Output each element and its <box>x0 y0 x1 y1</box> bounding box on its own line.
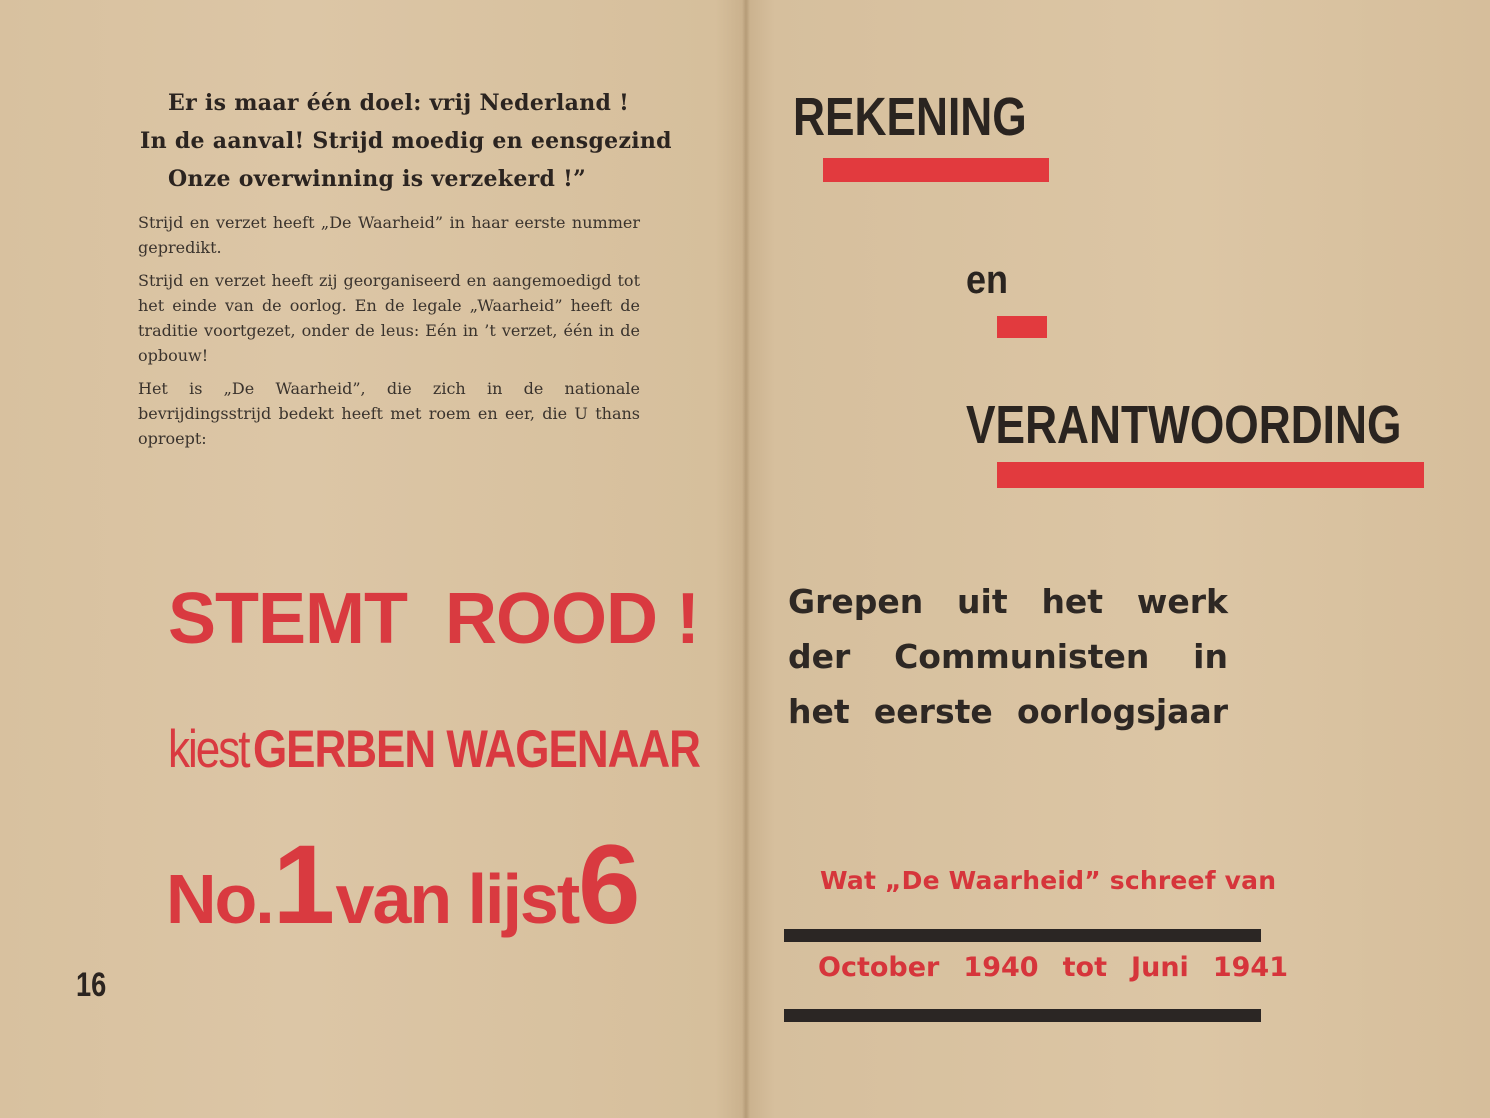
red-bar-2 <box>997 316 1047 338</box>
subtitle-line-1 <box>788 574 1228 629</box>
period-line <box>818 952 1288 983</box>
source-line: Wat „De Waarheid” schreef van <box>820 866 1277 895</box>
paragraph-2: Strijd en verzet heeft zij georganiseerd en aangemoedigd tot het einde van de oorlog. En de legale „Waarheid” heeft de traditie voortgezet, onder de leus: Eén in ’t verzet, één in de opbouw! <box>138 271 640 365</box>
subtitle-word: in <box>1193 637 1228 676</box>
paragraph-3: Het is „De Waarheid”, die zich in de nationale bevrijdingsstrijd bedekt heeft met roem en eer, die U thans oproept: <box>138 379 640 448</box>
van-lijst-label: van lijst <box>335 860 579 938</box>
candidate-line <box>168 720 700 780</box>
subtitle-word: uit <box>957 582 1008 621</box>
period-word: tot <box>1062 952 1107 983</box>
candidate-name: GERBEN WAGENAAR <box>252 720 700 779</box>
subtitle-line-3 <box>788 684 1228 739</box>
subtitle-word: het <box>1041 582 1104 621</box>
title-rekening: REKENING <box>793 87 1027 147</box>
period-word: 1941 <box>1212 952 1288 983</box>
list-number-line <box>166 820 638 949</box>
poem-stanza <box>140 84 672 198</box>
period-word: 1940 <box>963 952 1039 983</box>
candidate-number: 1 <box>272 822 334 947</box>
subtitle-word: Communisten <box>894 637 1150 676</box>
subtitle-word: werk <box>1136 582 1228 621</box>
red-bar-1 <box>823 158 1049 182</box>
body-text <box>138 210 640 459</box>
poem-line-2: In de aanval! Strijd moedig en eensgezind <box>140 128 672 154</box>
red-bar-3 <box>997 462 1424 488</box>
no-label: No. <box>166 860 273 938</box>
subtitle-word: Grepen <box>788 582 924 621</box>
subtitle-word: eerste <box>873 692 993 731</box>
subtitle-word: der <box>788 637 851 676</box>
black-bar-2 <box>784 1009 1261 1022</box>
period-word: Juni <box>1131 952 1189 983</box>
page-number: 16 <box>76 966 107 1004</box>
period-word: October <box>818 952 940 983</box>
title-verantwoording: VERANTWOORDING <box>966 395 1402 455</box>
subtitle-word: het <box>788 692 850 731</box>
list-number: 6 <box>578 822 639 947</box>
paragraph-1: Strijd en verzet heeft „De Waarheid” in haar eerste nummer gepredikt. <box>138 213 640 257</box>
title-en: en <box>966 258 1009 302</box>
subtitle-line-2 <box>788 629 1228 684</box>
slogan-heading: STEMT ROOD ! <box>168 579 699 659</box>
kiest-word: kiest <box>168 720 249 779</box>
black-bar-1 <box>784 929 1261 942</box>
subtitle-block <box>788 574 1228 739</box>
poem-line-1: Er is maar één doel: vrij Nederland ! <box>168 90 630 116</box>
subtitle-word: oorlogsjaar <box>1017 692 1228 731</box>
poem-line-3: Onze overwinning is verzekerd !” <box>168 166 587 192</box>
